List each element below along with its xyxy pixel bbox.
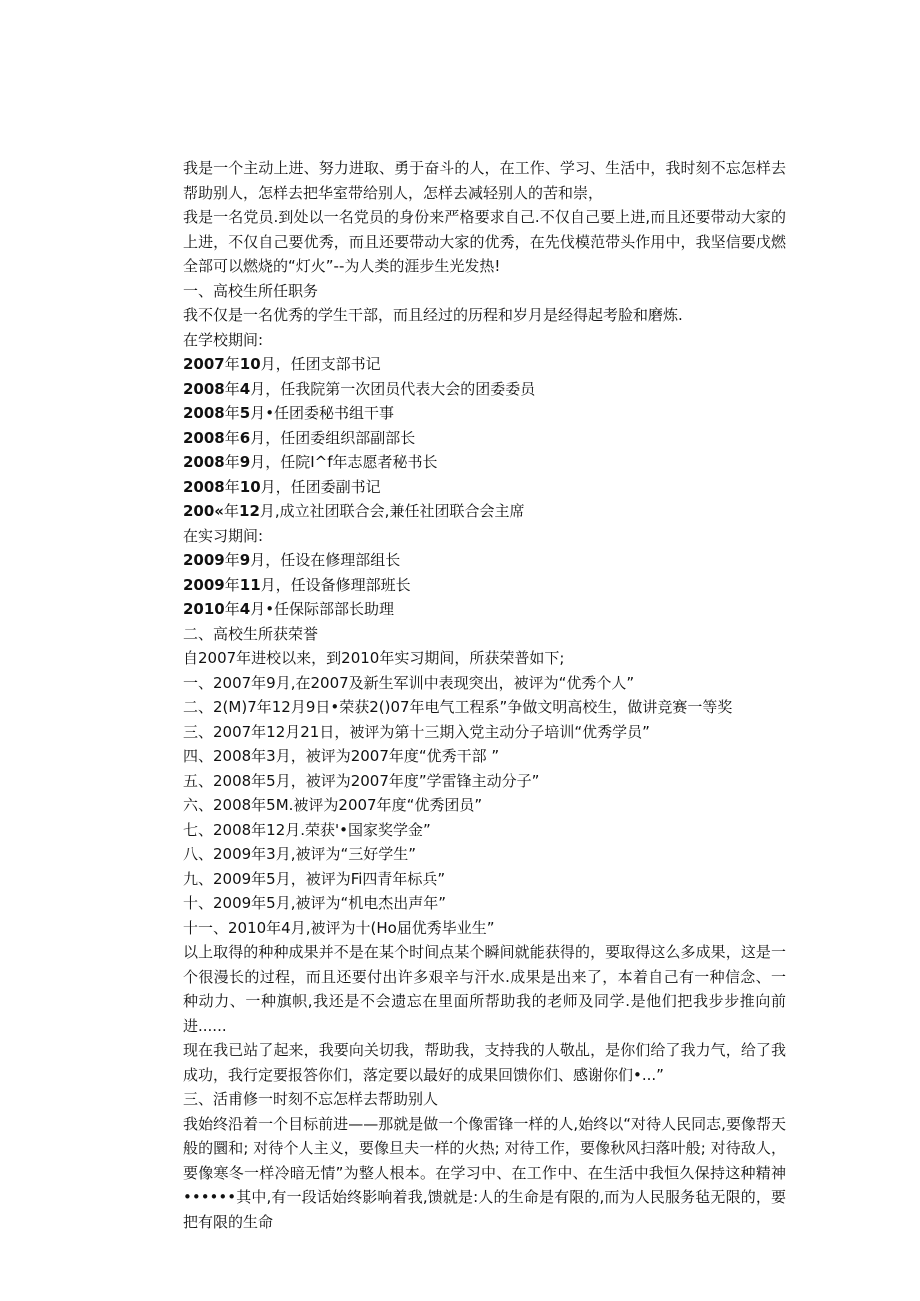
intern-positions-list [137,548,786,622]
list-item: 200«年12月,成立社团联合会,兼任社团联合会主席 [183,502,525,520]
party-paragraph: 我是一名党员.到处以一名党员的身份来严格要求自己.不仅自己要上进,而且还要带动大家的上进，不仅自己要优秀，而且还要带动大家的优秀，在先伐模范带头作用中，我坚信要戊燃全部可以燃烧的“灯火”--为人类的涯步生光发热! [183,208,786,275]
list-item: 八、2009年3月,被评为“三好学生” [183,845,417,863]
list-item: 九、2009年5月，被评为Fi四青年标兵” [183,869,446,888]
list-item: 七、2008年12月.荣获'•国家奖学金” [183,820,431,839]
section3-paragraph: 我始终沿着一个目标前进——那就是做一个像雷锋一样的人,始终以“对待人民同志,要像帮天般的圜和; 对待个人主义，要像旦夫一样的火热; 对待工作，要像秋风扫落叶般; 对待敌人，要像寒冬一样冷暗无情”为整人根本。在学习中、在工作中、在生活中我恒久保持这种精神••••••其中,有一段话始终影响着我,馈就是:人的生命是有限的,而为人民服务毡无限的，要把有限的生命 [183,1114,786,1231]
list-item: 十、2009年5月,被评为“机电杰出声年” [183,894,447,912]
school-period-label: 在学校期间: [183,330,264,349]
list-item: 十一、2010年4月,被评为十(Ho届优秀毕业生” [183,918,495,937]
intro-paragraph: 我是一个主动上进、努力进取、勇于奋斗的人，在工作、学习、生活中，我时刻不忘怎样去帮助别人，怎样去把华室带给别人，怎样去减轻别人的苦和崇， [183,159,786,202]
list-item: 2009年9月，任设在修理部组长 [183,551,401,569]
section3-title: 三、活甫修一时刻不忘怎样去帮助别人 [183,1090,439,1108]
list-item: 2008年5月•任团委秘书组干事 [183,404,395,422]
list-item: 四、2008年3月，被评为2007年度“优秀干部 ” [183,747,500,765]
document-page [137,156,786,1234]
school-positions-list [137,352,786,524]
summary-paragraph: 以上取得的种种成果并不是在某个时间点某个瞬间就能获得的，要取得这么多成果，这是一个很漫长的过程，而且还要付出许多艰辛与汗水.成果是出来了，本着自己有一种信念、一种动力、一种旗帜,我还是不会遗忘在里面所帮助我的老师及同学.是他们把我步步推向前进...... [183,943,786,1035]
section2-title: 二、高校生所获荣誉 [183,624,319,643]
list-item: 2010年4月•任保际部部长助理 [183,600,395,618]
list-item: 2007年10月，任团支部书记 [183,355,381,373]
list-item: 一、2007年9月,在2007及新生军训中表现突出，被评为“优秀个人” [183,673,635,692]
list-item: 2008年6月，任团委组织部副部长 [183,428,416,447]
thanks-paragraph: 现在我已站了起来，我要向关切我，帮助我，支持我的人敬乩，是你们给了我力气，给了我成功，我行定要报答你们，落定要以最好的成果回馈你们、感谢你们•...” [183,1041,786,1084]
list-item: 2008年4月，任我院第一次团员代表大会的团委委员 [183,379,536,398]
list-item: 三、2007年12月21日，被评为第十三期入党主动分子培训“优秀学员” [183,722,650,741]
list-item: 二、2(M)7年12月9日•荣获2()07年电气工程系”争做文明高校生，做讲竞赛一等奖 [183,698,733,716]
list-item: 2009年11月，任设备修理部班长 [183,575,411,594]
list-item: 2008年9月，任院I^f年志愿者秘书长 [183,453,438,471]
intern-period-label: 在实习期间: [183,526,264,545]
honors-intro: 自2007年进校以来，到2010年实习期间，所获荣普如下; [183,649,565,667]
list-item: 五、2008年5月，被评为2007年度”学雷锋主动分子” [183,771,540,790]
list-item: 六、2008年5M.被评为2007年度“优秀团员” [183,796,483,814]
section1-title: 一、高校生所任职务 [183,281,319,300]
section1-intro: 我不仅是一名优秀的学生干部，而且经过的历程和岁月是经得起考脸和磨炼. [183,306,683,324]
honors-list [137,671,786,941]
list-item: 2008年10月，任团委副书记 [183,477,381,496]
